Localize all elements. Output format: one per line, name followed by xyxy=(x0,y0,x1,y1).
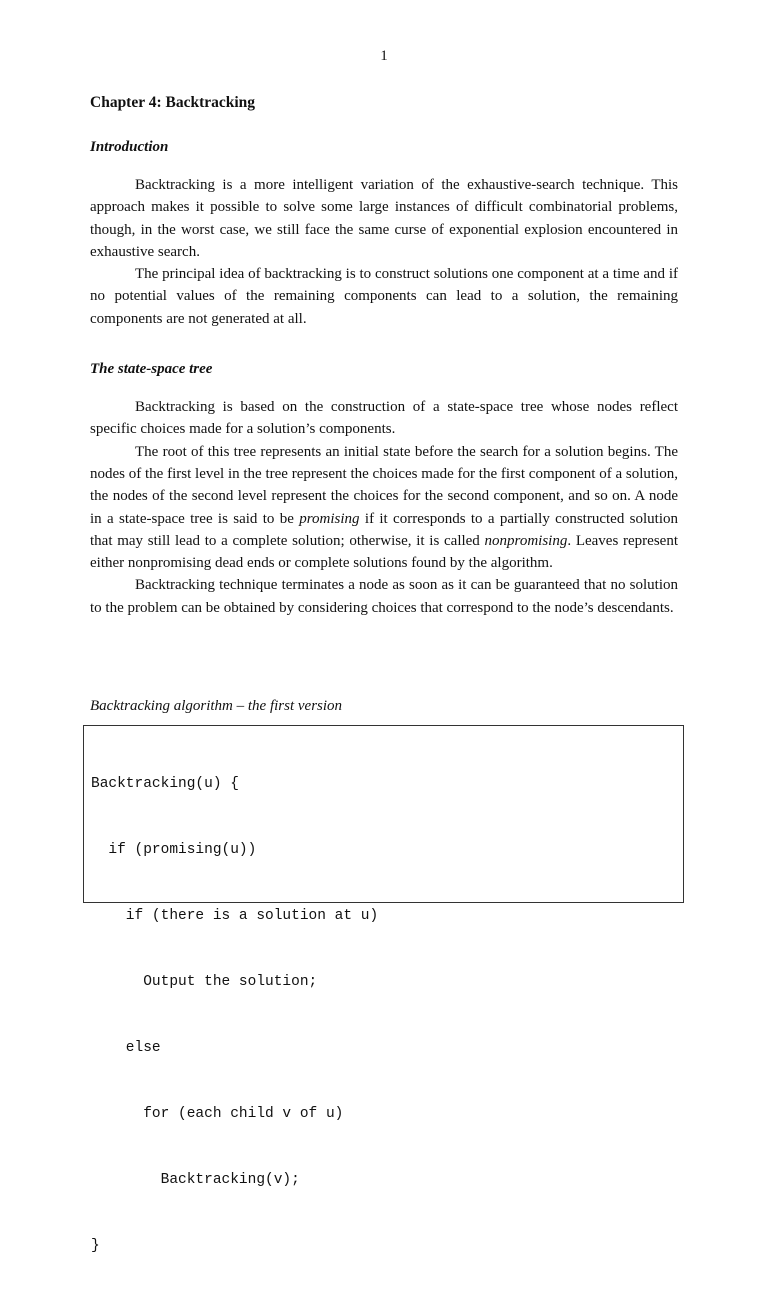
code-line: for (each child v of u) xyxy=(91,1106,344,1122)
algorithm-title: Backtracking algorithm – the first version xyxy=(90,698,343,714)
chapter-title: Chapter 4: Backtracking xyxy=(90,94,256,111)
term-nonpromising: nonpromising xyxy=(484,532,568,549)
code-line: Output the solution; xyxy=(91,974,318,990)
page-number: 1 xyxy=(380,48,388,64)
code-line: if (there is a solution at u) xyxy=(91,908,379,924)
tree-paragraph-2-part-c: . Leaves represent either nonpromising dead ends or complete solutions found by the algorithm. xyxy=(90,532,678,572)
tree-paragraph-1: Backtracking is based on the construction of a state-space tree whose nodes reflect specific choices made for a solution’s components. xyxy=(90,399,678,438)
tree-paragraph-2 xyxy=(90,441,678,575)
tree-paragraph-3: Backtracking technique terminates a node as soon as it can be guaranteed that no solution to the problem can be obtained by considering choices that correspond to the node’s descendants. xyxy=(90,577,678,616)
tree-paragraph-2-part-b: if it corresponds to a partially constructed solution that may still lead to a complete solution; otherwise, it is called xyxy=(90,510,678,549)
term-promising: promising xyxy=(299,510,360,527)
page-content xyxy=(90,93,678,619)
code-line: } xyxy=(91,1238,100,1254)
code-line: if (promising(u)) xyxy=(91,842,257,858)
intro-paragraph-2: The principal idea of backtracking is to construct solutions one component at a time and if no potential values of the remaining components can lead to a solution, the remaining components are not generated at all. xyxy=(90,266,678,327)
section-title-introduction: Introduction xyxy=(90,139,169,155)
code-line: Backtracking(u) { xyxy=(91,776,239,792)
code-line: else xyxy=(91,1040,161,1056)
code-line: Backtracking(v); xyxy=(91,1172,300,1188)
algorithm-code-box xyxy=(83,725,684,1254)
tree-paragraph-2-part-a: The root of this tree represents an initial state before the search for a solution begins. The nodes of the first level in the tree represent the choices made for the first component of a solution, the nodes of the second level represent the choices for the second component, and so on. A node in a state-space tree is said to be xyxy=(90,443,678,527)
intro-paragraph-1: Backtracking is a more intelligent variation of the exhaustive-search technique. This approach makes it possible to solve some large instances of difficult combinatorial problems, though, in the worst case, we still face the same curse of exponential explosion encountered in exhaustive search. xyxy=(90,177,678,260)
section-title-state-space-tree: The state-space tree xyxy=(90,361,213,378)
